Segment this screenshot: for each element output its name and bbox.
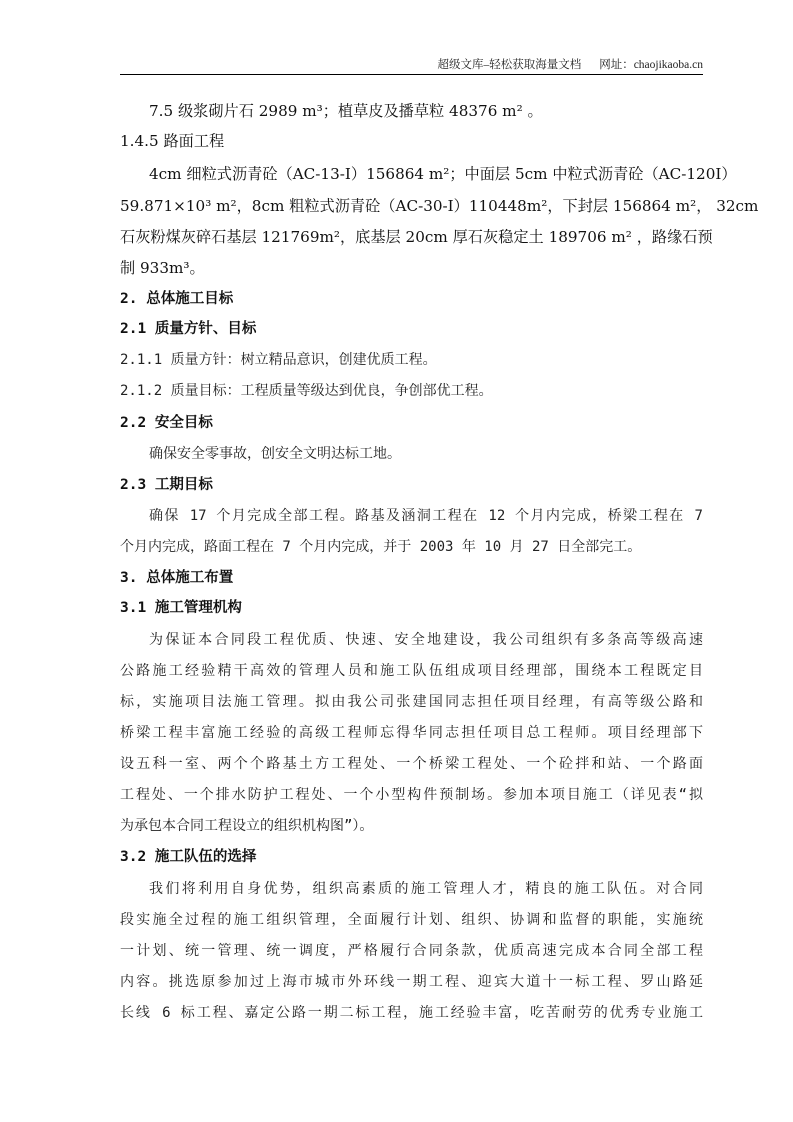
- paragraph-line: 设五科一室、两个个路基土方工程处、一个桥梁工程处、一个砼拌和站、一个路面: [120, 756, 703, 772]
- section-heading-2-3: 2.3 工期目标: [120, 477, 213, 493]
- paragraph-line: 长线 6 标工程、嘉定公路一期二标工程，施工经验丰富，吃苦耐劳的优秀专业施工: [120, 1005, 703, 1021]
- paragraph-line: 内容。挑选原参加过上海市城市外环线一期工程、迎宾大道十一标工程、罗山路延: [120, 974, 703, 990]
- paragraph-line: 为保证本合同段工程优质、快速、安全地建设，我公司组织有多条高等级高速: [149, 632, 703, 648]
- section-heading-2-1: 2.1 质量方针、目标: [120, 321, 257, 337]
- paragraph-line: 公路施工经验精干高效的管理人员和施工队伍组成项目经理部，围绕本工程既定目: [120, 663, 703, 679]
- header-text: [437, 56, 703, 72]
- section-heading-2-2: 2.2 安全目标: [120, 415, 213, 431]
- section-heading-3: 3. 总体施工布置: [120, 570, 234, 586]
- paragraph-line: 4cm 细粒式沥青砼（AC-13-I）156864 m²；中面层 5cm 中粒式沥青砼（AC-120I）: [149, 165, 737, 183]
- section-heading-3-1: 3.1 施工管理机构: [120, 600, 242, 616]
- section-heading-3-2: 3.2 施工队伍的选择: [120, 849, 257, 865]
- paragraph-line: 我们将利用自身优势，组织高素质的施工管理人才，精良的施工队伍。对合同: [149, 881, 703, 897]
- paragraph-line: 工程处、一个排水防护工程处、一个小型构件预制场。参加本项目施工（详见表“拟: [120, 787, 703, 803]
- paragraph-line: 石灰粉煤灰碎石基层 121769m²，底基层 20cm 厚石灰稳定土 189706 m² ，路缘石预: [120, 228, 713, 246]
- paragraph-line: 为承包本合同工程设立的组织机构图”）。: [120, 818, 374, 834]
- subsection-heading-1-4-5: 1.4.5 路面工程: [120, 132, 225, 150]
- paragraph-line: 桥梁工程丰富施工经验的高级工程师忘得华同志担任项目总工程师。项目经理部下: [120, 725, 703, 741]
- header-url: 网址：chaojikaoba.cn: [599, 59, 703, 71]
- paragraph-line: 个月内完成，路面工程在 7 个月内完成，并于 2003 年 10 月 27 日全部完工。: [120, 539, 642, 555]
- page-header: [120, 56, 703, 75]
- quality-policy: 2.1.1 质量方针：树立精品意识，创建优质工程。: [120, 352, 437, 368]
- paragraph-line: 段实施全过程的施工组织管理，全面履行计划、组织、协调和监督的职能，实施统: [120, 912, 703, 928]
- safety-target: 确保安全零事故，创安全文明达标工地。: [149, 446, 401, 462]
- paragraph-line: 7.5 级浆砌片石 2989 m³；植草皮及播草粒 48376 m² 。: [149, 102, 543, 120]
- paragraph-line: 制 933m³。: [120, 259, 205, 277]
- paragraph-line: 标，实施项目法施工管理。拟由我公司张建国同志担任项目经理，有高等级公路和: [120, 694, 703, 710]
- quality-target: 2.1.2 质量目标：工程质量等级达到优良，争创部优工程。: [120, 383, 493, 399]
- section-heading-2: 2. 总体施工目标: [120, 291, 234, 307]
- header-site-name: 超级文库–轻松获取海量文档: [437, 59, 582, 71]
- paragraph-line: 确保 17 个月完成全部工程。路基及涵洞工程在 12 个月内完成，桥梁工程在 7: [149, 508, 703, 524]
- paragraph-line: 一计划、统一管理、统一调度，严格履行合同条款，优质高速完成本合同全部工程: [120, 943, 703, 959]
- paragraph-line: 59.871×10³ m²，8cm 粗粒式沥青砼（AC-30-I）110448m²，下封层 156864 m²， 32cm: [120, 197, 759, 215]
